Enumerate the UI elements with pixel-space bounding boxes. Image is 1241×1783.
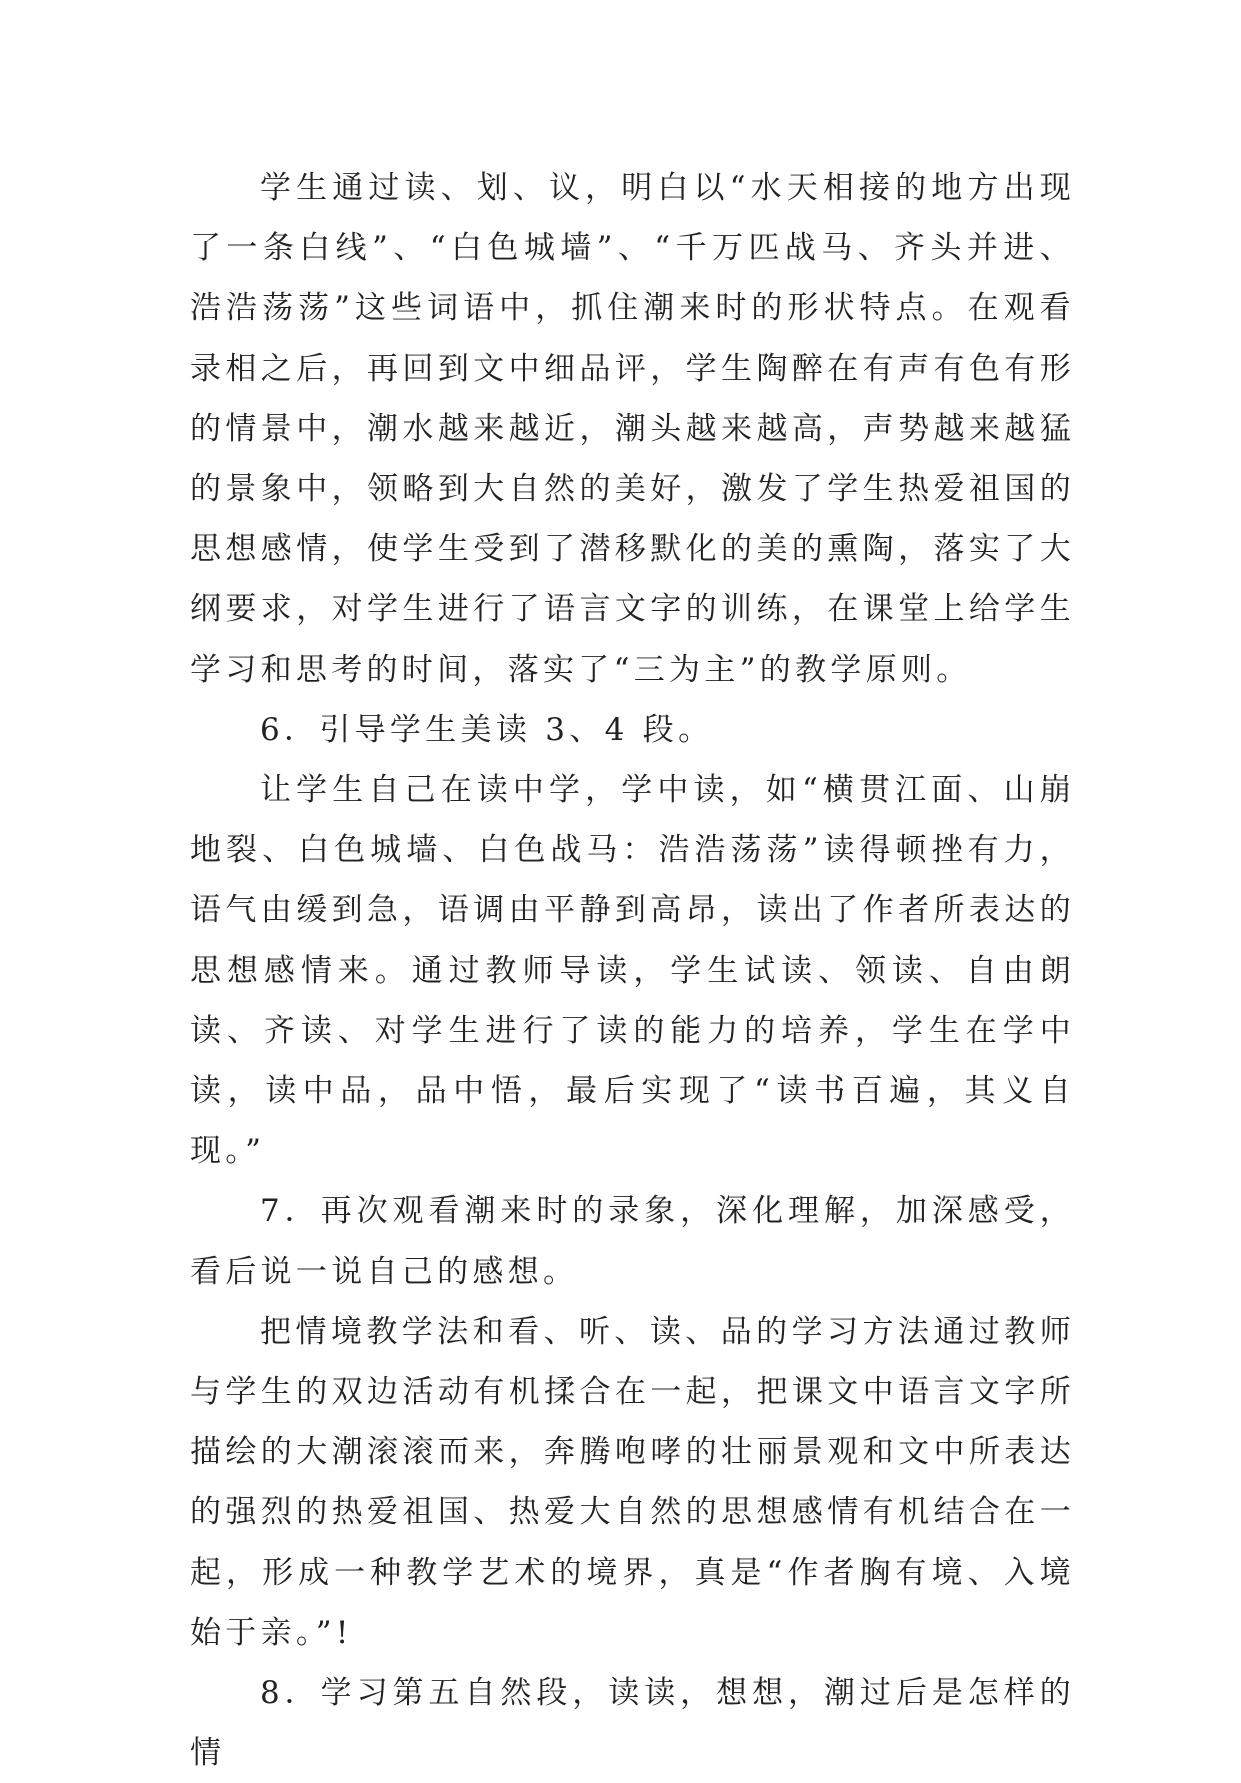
paragraph-step-7: 7．再次观看潮来时的录象，深化理解，加深感受，看后说一说自己的感想。 bbox=[190, 1193, 1075, 1290]
paragraph-student-analysis: 学生通过读、划、议，明白以“水天相接的地方出现了一条白线”、“白色城墙”、“千万匹战马、齐头并进、浩浩荡荡”这些词语中，抓住潮来时的形状特点。在观看录相之后，再回到文中细品评，学生陶醉在有声有色有形的情景中，潮水越来越近，潮头越来越高，声势越来越猛的景象中，领略到大自然的美好，激发了学生热爱祖国的思想感情，使学生受到了潜移默化的美的熏陶，落实了大纲要求，对学生进行了语言文字的训练，在课堂上给学生学习和思考的时间，落实了“三为主”的教学原则。 bbox=[190, 170, 1075, 688]
paragraph-teaching-method: 把情境教学法和看、听、读、品的学习方法通过教师与学生的双边活动有机揉合在一起，把课文中语言文字所描绘的大潮滚滚而来，奔腾咆哮的壮丽景观和文中所表达的强烈的热爱祖国、热爱大自然的思想感情有机结合在一起，形成一种教学艺术的境界，真是“作者胸有境、入境始于亲。”! bbox=[190, 1313, 1075, 1651]
paragraph-step-8: 8．学习第五自然段，读读，想想，潮过后是怎样的情 bbox=[190, 1675, 1075, 1772]
paragraph-step-6: 6．引导学生美读 3、4 段。 bbox=[260, 711, 714, 748]
paragraph-reading-practice: 让学生自己在读中学，学中读，如“横贯江面、山崩地裂、白色城墙、白色战马：浩浩荡荡”读得顿挫有力，语气由缓到急，语调由平静到高昂，读出了作者所表达的思想感情来。通过教师导读，学生试读、领读、自由朗读、齐读、对学生进行了读的能力的培养，学生在学中读，读中品，品中悟，最后实现了“读书百遍，其义自现。” bbox=[190, 772, 1075, 1170]
body-text bbox=[190, 158, 1075, 1783]
